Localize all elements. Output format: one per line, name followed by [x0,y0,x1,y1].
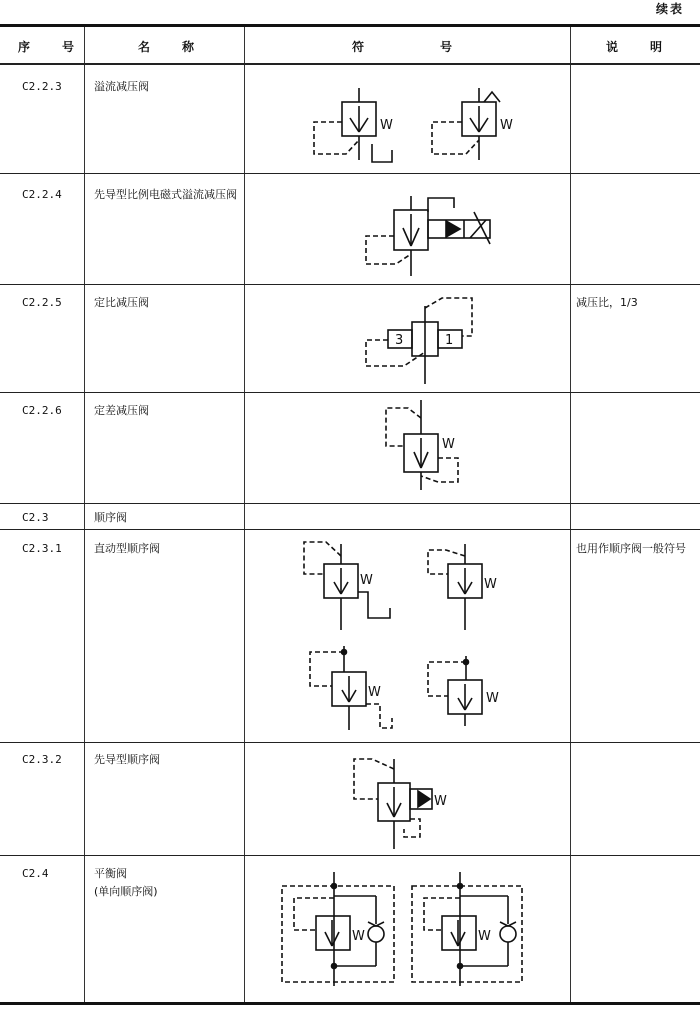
header-symbol: 符 号 [352,40,463,54]
row-code: C2.3 [22,511,49,524]
row-name: 顺序阀 [94,511,127,524]
row-code: C2.3.1 [22,542,62,555]
symbol-proportional-solenoid-valve [246,176,570,282]
row-divider [0,392,700,393]
header-code: 序 号 [18,40,85,54]
spring-w: W [500,118,513,133]
symbol-direct-sequence-valve [246,530,570,740]
row-code: C2.2.5 [22,296,62,309]
spring-w: W [442,437,455,452]
symbol-counterbalance-valve [246,858,570,988]
spring-w: W [478,929,491,944]
symbol-pressure-reducing-relief-valve [246,66,570,172]
row-code: C2.2.3 [22,80,62,93]
header-underline [0,63,700,65]
table-top-rule [0,24,700,27]
row-code: C2.3.2 [22,753,62,766]
header-name: 名 称 [138,40,205,54]
spring-w: W [434,794,447,809]
symbol-fixed-ratio-reducing-valve [246,286,570,390]
symbol-differential-reducing-valve [246,394,570,502]
table-bottom-rule [0,1002,700,1005]
continued-label: 续表 [655,2,684,16]
spring-w: W [484,577,497,592]
row-name-sub: (单向顺序阀) [94,885,158,898]
row-name: 先导型比例电磁式溢流减压阀 [94,188,237,201]
row-divider [0,855,700,856]
row-divider [0,503,700,504]
row-code: C2.2.6 [22,404,62,417]
spring-w: W [352,929,365,944]
row-name: 先导型顺序阀 [94,753,160,766]
row-name: 定差减压阀 [94,404,149,417]
row-name: 溢流减压阀 [94,80,149,93]
spring-w: W [360,573,373,588]
ratio-right: 1 [445,333,454,348]
row-note: 也用作顺序阀一般符号 [576,542,686,555]
row-name: 直动型顺序阀 [94,542,160,555]
row-divider [0,173,700,174]
spring-w: W [368,685,381,700]
row-code: C2.4 [22,867,49,880]
header-note: 说 明 [606,40,673,54]
row-divider [0,742,700,743]
ratio-left: 3 [395,333,404,348]
row-note: 减压比，1/3 [576,296,638,309]
symbol-pilot-sequence-valve [246,745,570,853]
row-divider [0,284,700,285]
row-code: C2.2.4 [22,188,62,201]
spring-w: W [486,691,499,706]
row-name: 平衡阀 [94,867,127,880]
spring-w: W [380,118,393,133]
row-name: 定比减压阀 [94,296,149,309]
